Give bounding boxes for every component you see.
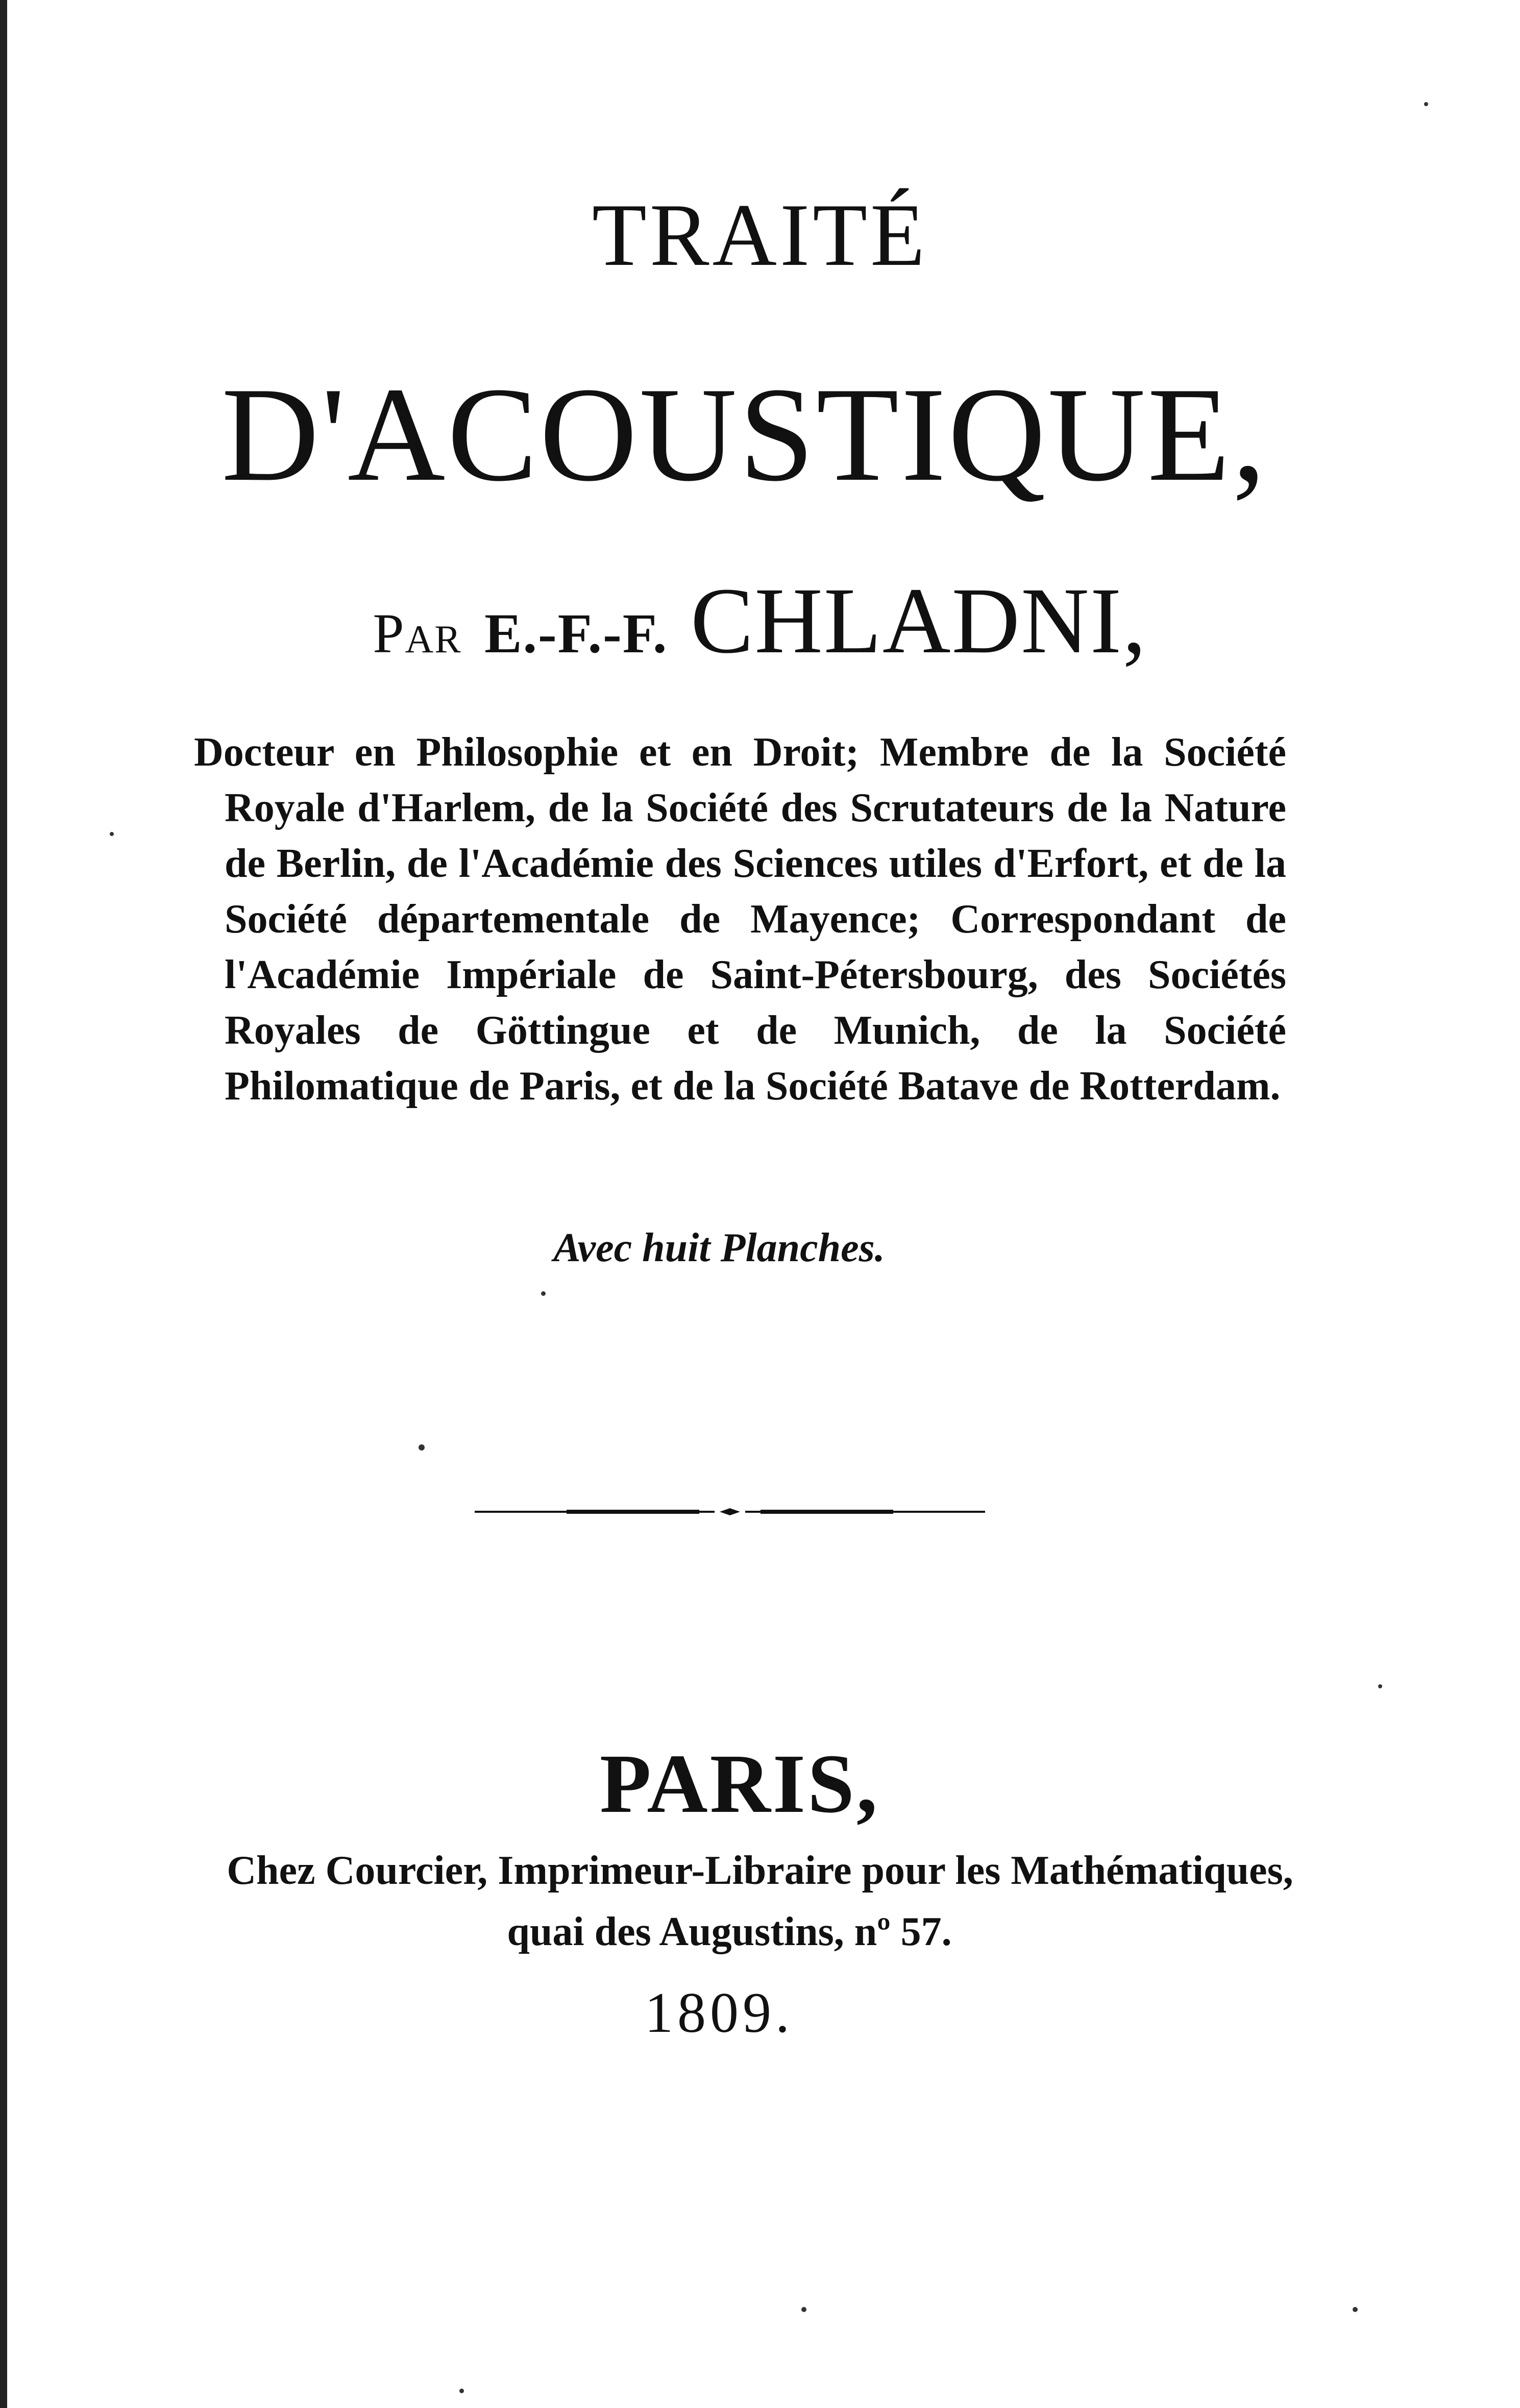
title-line-1: TRAITÉ [592, 185, 928, 284]
imprint-city: PARIS, [599, 1737, 880, 1830]
author-prefix: Par [373, 602, 462, 665]
author-initials: E.-F.-F. [484, 602, 668, 665]
page-speck [1424, 102, 1428, 106]
imprint-publisher: Chez Courcier, Imprimeur-Libraire pour les Mathématiques, [227, 1848, 1293, 1893]
page-speck [459, 2389, 464, 2393]
page-speck [801, 2307, 806, 2312]
plates-note: Avec huit Planches. [553, 1225, 885, 1270]
page-speck [110, 832, 114, 836]
page-speck [1378, 1684, 1382, 1688]
author-line [0, 567, 1520, 675]
ornamental-rule [475, 1508, 985, 1515]
author-name: CHLADNI, [690, 569, 1147, 673]
page-speck [419, 1444, 425, 1451]
imprint-year: 1809. [645, 1981, 794, 2045]
author-qualifications: Docteur en Philosophie et en Droit; Membre de la Société Royale d'Harlem, de la Société des Scrutateurs de la Nature de Berlin, de l'Académie des Sciences utiles d'Erfort, et de la Société départementale de Mayence; Correspondant de l'Académie Impériale de Saint-Pétersbourg, des Sociétés Royales de Göttingue et de Munich, de la Société Philomatique de Paris, et de la Société Batave de Rotterdam. [194, 730, 1286, 1109]
page-speck [1353, 2307, 1358, 2312]
title-line-2: D'ACOUSTIQUE, [221, 360, 1268, 509]
page-speck [541, 1291, 546, 1296]
imprint-address: quai des Augustins, nº 57. [507, 1909, 952, 1954]
